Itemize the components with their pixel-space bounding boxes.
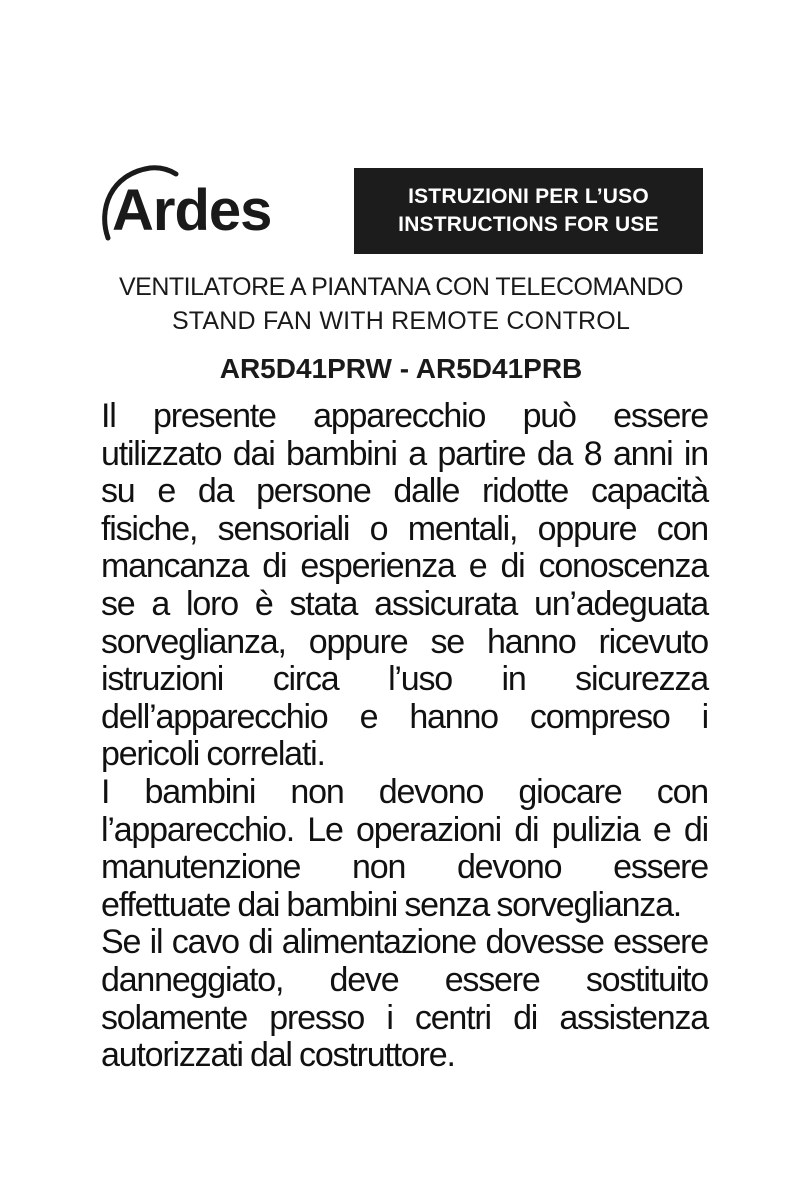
instructions-header <box>354 168 703 254</box>
warning-paragraph: I bambini non devono giocare con l’apparecchio. Le operazioni di pulizia e di manutenzione non devono essere effettuate dai bambini senza sorveglianza. <box>101 772 708 924</box>
warning-paragraph: Il presente apparecchio può essere utilizzato dai bambini a partire da 8 anni in su e da persone dalle ridotte capacità fisiche, sensoriali o mentali, oppure con mancanza di esperienza e di conoscenza se a loro è stata assicurata un’adeguata sorveglianza, oppure se hanno ricevuto istruzioni circa l’uso in sicurezza dell’apparecchio e hanno compreso i pericoli correlati. <box>101 397 708 774</box>
safety-warnings <box>101 398 708 1075</box>
header-line-en: INSTRUCTIONS FOR USE <box>398 213 659 236</box>
brand-name: Ardes <box>112 178 272 243</box>
product-title-en: STAND FAN WITH REMOTE CONTROL <box>171 307 631 335</box>
product-title-it: VENTILATORE A PIANTANA CON TELECOMANDO <box>118 273 683 301</box>
model-numbers: AR5D41PRW - AR5D41PRB <box>219 353 583 384</box>
header-line-it: ISTRUZIONI PER L’USO <box>408 185 649 208</box>
warning-paragraph: Se il cavo di alimentazione dovesse essere danneggiato, deve essere sostituito solamente presso i centri di assistenza autorizzati dal costruttore. <box>101 923 708 1075</box>
brand-logo <box>98 160 328 260</box>
